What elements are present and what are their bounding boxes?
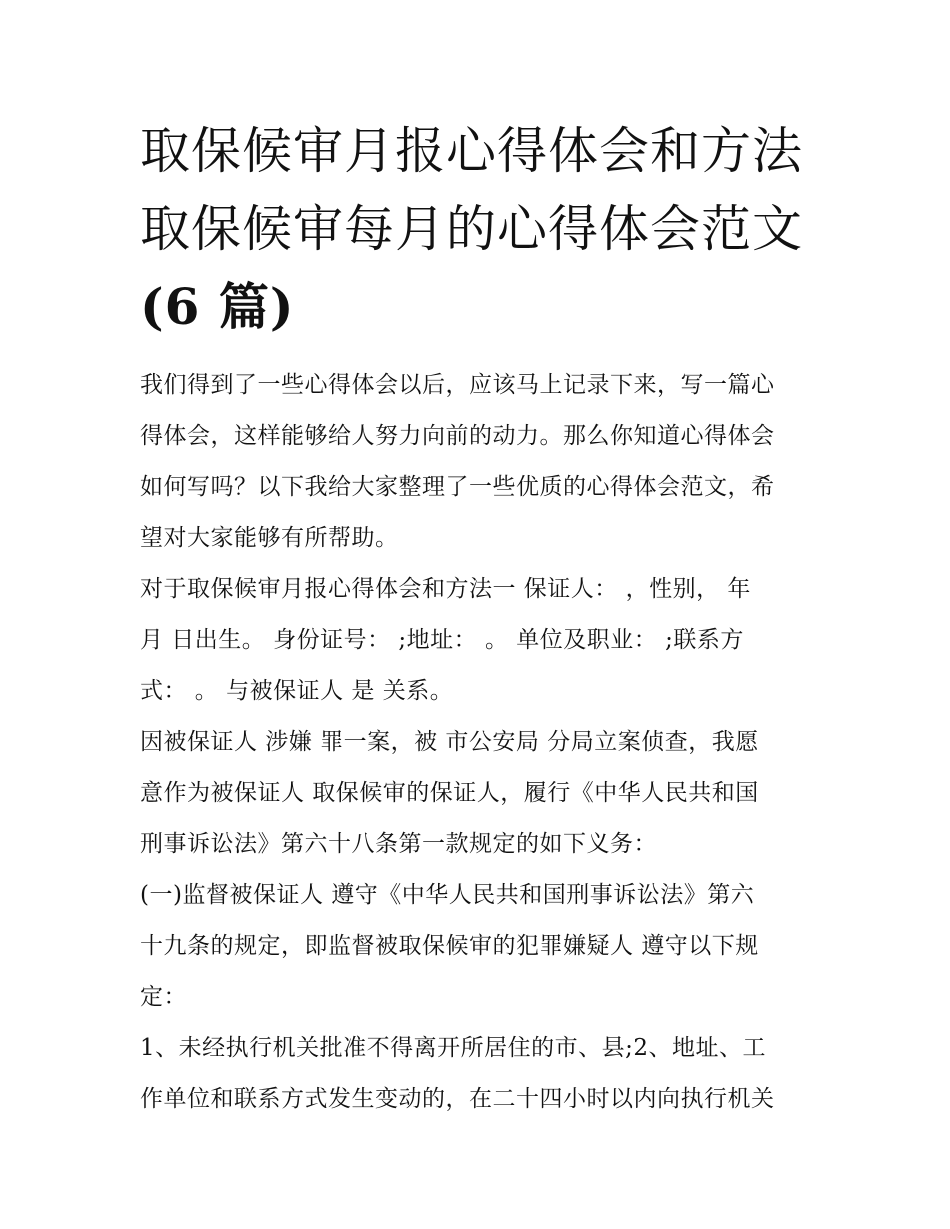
text-line: 因被保证人 涉嫌 罪一案，被 市公安局 分局立案侦查，我愿 (140, 729, 759, 755)
text-line: 对于取保候审月报心得体会和方法一 保证人： ，性别， 年 (140, 576, 751, 602)
obligation-paragraph (140, 870, 820, 1023)
text-line: 如何写吗？以下我给大家整理了一些优质的心得体会范文，希 (140, 474, 775, 500)
text-line: 十九条的规定，即监督被取保候审的犯罪嫌疑人 遵守以下规 (140, 933, 759, 959)
text-line: 作单位和联系方式发生变动的，在二十四小时以内向执行机关 (140, 1086, 775, 1112)
case-paragraph (140, 717, 820, 870)
guarantor-info-paragraph (140, 564, 820, 717)
document-title (140, 112, 820, 346)
text-line: 式： 。 与被保证人 是 关系。 (140, 678, 454, 704)
title-line-2: 取保候审每月的心得体会范文 (140, 200, 803, 258)
text-line: 我们得到了一些心得体会以后，应该马上记录下来，写一篇心 (140, 372, 775, 398)
text-line: 1、未经执行机关批准不得离开所居住的市、县;2、地址、工 (140, 1035, 767, 1061)
rules-paragraph (140, 1023, 820, 1125)
text-line: (一)监督被保证人 遵守《中华人民共和国刑事诉讼法》第六 (140, 882, 755, 908)
text-line: 刑事诉讼法》第六十八条第一款规定的如下义务： (140, 831, 657, 857)
title-line-1: 取保候审月报心得体会和方法 (140, 122, 803, 180)
text-line: 定： (140, 984, 187, 1010)
text-line: 意作为被保证人 取保候审的保证人，履行《中华人民共和国 (140, 780, 759, 806)
text-line: 望对大家能够有所帮助。 (140, 525, 399, 551)
document-page (140, 112, 820, 1125)
text-line: 月 日出生。 身份证号： ;地址： 。 单位及职业： ;联系方 (140, 627, 744, 653)
intro-paragraph (140, 360, 820, 564)
text-line: 得体会，这样能够给人努力向前的动力。那么你知道心得体会 (140, 423, 775, 449)
title-line-3: (6 篇) (140, 277, 295, 336)
